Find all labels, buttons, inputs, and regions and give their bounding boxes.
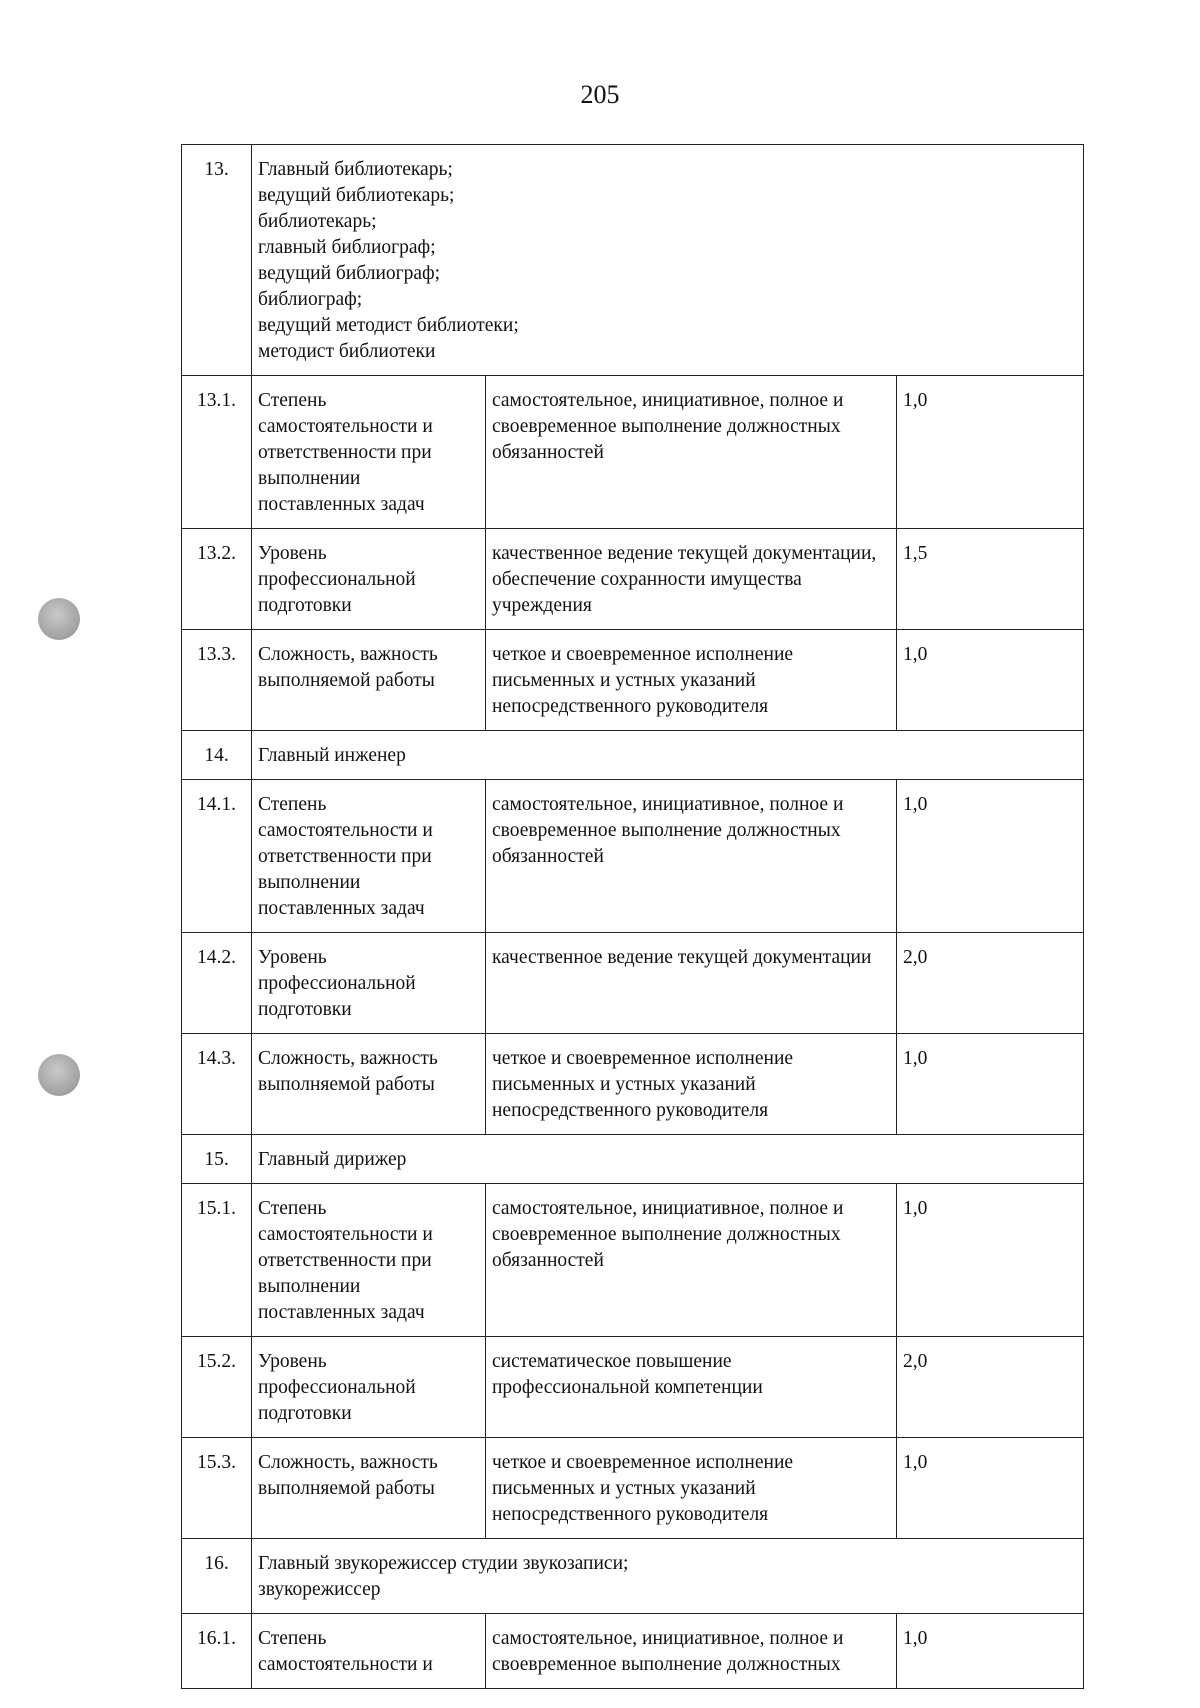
condition-cell: качественное ведение текущей документации <box>486 933 897 1034</box>
condition-cell: четкое и своевременное исполнение письменных и устных указаний непосредственного руководителя <box>486 1034 897 1135</box>
coefficient-cell: 1,0 <box>897 1034 1084 1135</box>
row-number: 13.3. <box>182 630 252 731</box>
section-number: 14. <box>182 731 252 780</box>
coefficient-cell: 1,0 <box>897 1438 1084 1539</box>
criterion-cell: Сложность, важность выполняемой работы <box>252 630 486 731</box>
section-number: 16. <box>182 1539 252 1614</box>
page-number: 205 <box>580 80 620 109</box>
table-row <box>182 1614 1084 1689</box>
criterion-cell: Степень самостоятельности и ответственности при выполнении поставленных задач <box>252 780 486 933</box>
section-number: 15. <box>182 1135 252 1184</box>
criterion-cell: Степень самостоятельности и <box>252 1614 486 1689</box>
criterion-cell: Уровень профессиональной подготовки <box>252 933 486 1034</box>
coefficient-cell: 1,0 <box>897 1614 1084 1689</box>
section-title-line: ведущий библиотекарь; <box>258 185 455 206</box>
criterion-cell: Сложность, важность выполняемой работы <box>252 1034 486 1135</box>
section-title-line: библиограф; <box>258 289 363 310</box>
section-title-line: главный библиограф; <box>258 237 436 258</box>
section-number: 13. <box>182 145 252 376</box>
criterion-cell: Степень самостоятельности и ответственности при выполнении поставленных задач <box>252 376 486 529</box>
row-number: 15.2. <box>182 1337 252 1438</box>
section-title-line: методист библиотеки <box>258 341 436 362</box>
table-row <box>182 376 1084 529</box>
row-number: 16.1. <box>182 1614 252 1689</box>
row-number: 13.1. <box>182 376 252 529</box>
section-title <box>252 1135 1084 1184</box>
condition-cell: самостоятельное, инициативное, полное и своевременное выполнение должностных обязанностей <box>486 780 897 933</box>
coefficient-cell: 2,0 <box>897 1337 1084 1438</box>
condition-cell: систематическое повышение профессиональной компетенции <box>486 1337 897 1438</box>
row-number: 14.3. <box>182 1034 252 1135</box>
table-row <box>182 1034 1084 1135</box>
condition-cell: качественное ведение текущей документации, обеспечение сохранности имущества учреждения <box>486 529 897 630</box>
section-title-line: ведущий библиограф; <box>258 263 441 284</box>
section-title <box>252 1539 1084 1614</box>
table-row <box>182 529 1084 630</box>
table-row <box>182 1184 1084 1337</box>
row-number: 14.1. <box>182 780 252 933</box>
table-body <box>182 145 1084 1689</box>
condition-cell: четкое и своевременное исполнение письменных и устных указаний непосредственного руководителя <box>486 630 897 731</box>
condition-cell: самостоятельное, инициативное, полное и своевременное выполнение должностных обязанностей <box>486 1184 897 1337</box>
section-row <box>182 145 1084 376</box>
table-row <box>182 1438 1084 1539</box>
coefficient-cell: 1,5 <box>897 529 1084 630</box>
condition-cell: самостоятельное, инициативное, полное и своевременное выполнение должностных <box>486 1614 897 1689</box>
table-row <box>182 780 1084 933</box>
table-row <box>182 630 1084 731</box>
row-number: 14.2. <box>182 933 252 1034</box>
table-row <box>182 1337 1084 1438</box>
section-title <box>252 731 1084 780</box>
coefficient-cell: 2,0 <box>897 933 1084 1034</box>
section-title <box>252 145 1084 376</box>
criteria-table <box>181 144 1084 1689</box>
coefficient-cell: 1,0 <box>897 1184 1084 1337</box>
condition-cell: самостоятельное, инициативное, полное и своевременное выполнение должностных обязанностей <box>486 376 897 529</box>
criterion-cell: Сложность, важность выполняемой работы <box>252 1438 486 1539</box>
section-title-line: звукорежиссер <box>258 1579 381 1600</box>
coefficient-cell: 1,0 <box>897 376 1084 529</box>
section-title-line: Главный звукорежиссер студии звукозаписи; <box>258 1553 629 1574</box>
section-title-line: библиотекарь; <box>258 211 377 232</box>
section-row <box>182 731 1084 780</box>
section-title-line: Главный инженер <box>258 745 406 766</box>
coefficient-cell: 1,0 <box>897 780 1084 933</box>
criterion-cell: Уровень профессиональной подготовки <box>252 1337 486 1438</box>
criterion-cell: Степень самостоятельности и ответственности при выполнении поставленных задач <box>252 1184 486 1337</box>
section-row <box>182 1135 1084 1184</box>
criterion-cell: Уровень профессиональной подготовки <box>252 529 486 630</box>
row-number: 15.3. <box>182 1438 252 1539</box>
condition-cell: четкое и своевременное исполнение письменных и устных указаний непосредственного руководителя <box>486 1438 897 1539</box>
section-row <box>182 1539 1084 1614</box>
section-title-line: ведущий методист библиотеки; <box>258 315 519 336</box>
row-number: 15.1. <box>182 1184 252 1337</box>
punch-hole-mark <box>38 598 80 640</box>
section-title-line: Главный библиотекарь; <box>258 159 453 180</box>
coefficient-cell: 1,0 <box>897 630 1084 731</box>
table-row <box>182 933 1084 1034</box>
punch-hole-mark <box>38 1054 80 1096</box>
section-title-line: Главный дирижер <box>258 1149 407 1170</box>
row-number: 13.2. <box>182 529 252 630</box>
